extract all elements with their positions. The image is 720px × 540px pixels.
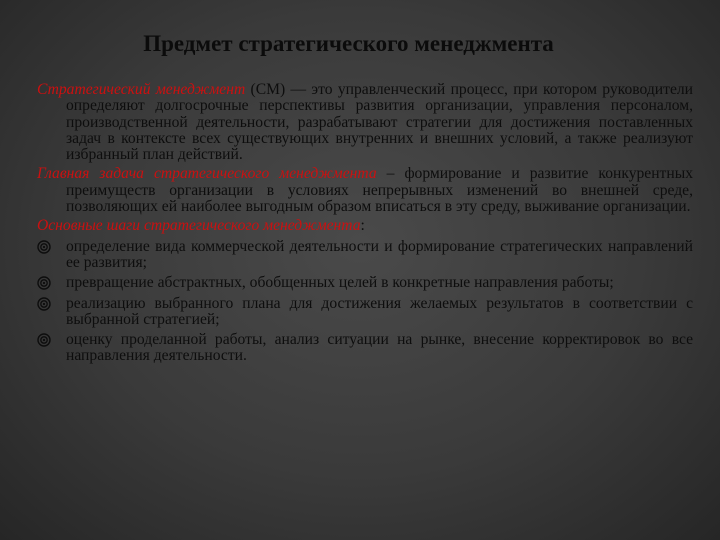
steps-heading-term: Основные шаги стратегического менеджмента [37, 217, 361, 235]
list-item [37, 332, 693, 365]
step-text: определение вида коммерческой деятельности и формирование стратегических направлений ее развития; [66, 237, 693, 271]
main-task-paragraph [37, 166, 693, 215]
list-item [37, 275, 693, 291]
list-item [37, 239, 693, 272]
slide-title: Предмет стратегического менеджмента [143, 31, 554, 56]
definition-paragraph [37, 82, 693, 163]
list-item [37, 296, 693, 329]
step-text: реализацию выбранного плана для достижения желаемых результатов в соответствии с выбранной стратегией; [66, 294, 693, 328]
definition-text: (СМ) — это управленческий процесс, при котором руководители определяют долгосрочные перспективы развития организации, управления персоналом, производственной деятельности, разрабатывают стратегии для достижения поставленных задач в контексте всех существующих внутренних и внешних условий, а также реализуют избранный план действий. [66, 81, 693, 164]
step-text: оценку проделанной работы, анализ ситуации на рынке, внесение корректировок во все направления деятельности. [66, 331, 693, 365]
step-text: превращение абстрактных, обобщенных целей в конкретные направления работы; [66, 274, 614, 292]
target-bullet-icon [37, 240, 51, 254]
main-task-text: – формирование и развитие конкурентных преимуществ организации в условиях непрерывных изменений во внешней среде, позволяющих ей наиболее выгодным образом вписаться в эту среду, выживание организации. [66, 165, 693, 216]
slide-content [37, 82, 693, 369]
main-task-term: Главная задача стратегического менеджмента [37, 165, 377, 183]
target-bullet-icon [37, 333, 51, 347]
target-bullet-icon [37, 297, 51, 311]
definition-term: Стратегический менеджмент [37, 81, 246, 98]
steps-heading [37, 218, 693, 234]
target-bullet-icon [37, 276, 51, 290]
steps-list [37, 239, 693, 365]
steps-heading-suffix: : [360, 217, 365, 235]
